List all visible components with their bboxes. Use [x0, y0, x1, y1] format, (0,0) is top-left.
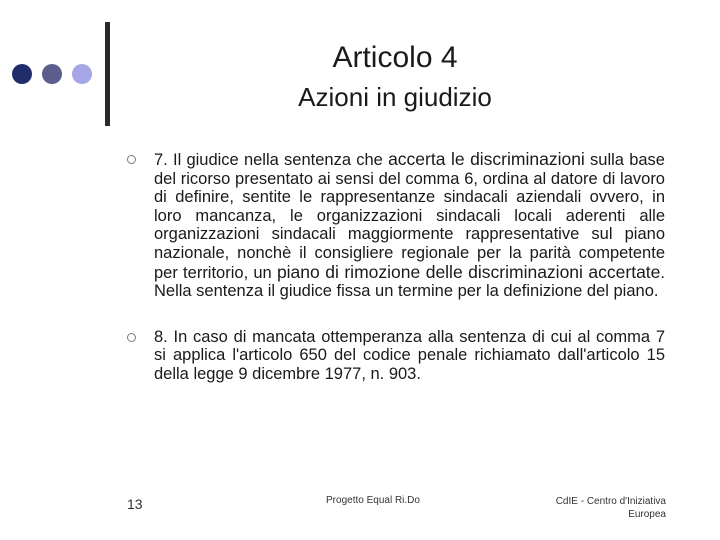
bullet-item-comma-8	[125, 328, 665, 384]
item1-emphasis-text: accerta le discriminazioni	[388, 149, 585, 169]
vertical-divider	[105, 22, 110, 126]
decorative-dots	[12, 64, 96, 86]
item1-lead-text: 7. Il giudice nella sentenza che	[154, 151, 389, 169]
item1-emphasis-text-2: piano di rimozione delle discriminazioni accertate	[276, 261, 661, 282]
dot-light-icon	[72, 64, 92, 84]
slide-subtitle: Azioni in giudizio	[298, 82, 492, 112]
footer-project: Progetto Equal Ri.Do	[326, 495, 420, 506]
dot-medium-icon	[42, 64, 62, 84]
bullet-list	[125, 150, 665, 384]
bullet-circle-icon	[127, 333, 136, 342]
item2-text: 8. In caso di mancata ottemperanza alla sentenza di cui al comma 7 si applica l'articolo 650 del codice penale richiamato dall'articolo 15 della legge 9 dicembre 1977, n. 903.	[154, 327, 665, 383]
slide-title: Articolo 4	[332, 41, 458, 74]
dot-dark-icon	[12, 64, 32, 84]
item1-middle-text: sulla base del ricorso presentato ai sensi del comma 6, ordina al datore di lavoro di definire, sentite le rappresentanze sindacali aziendali ovvero, in loro mancanza, le organizzazioni sindacali locali aderenti alle organizzazioni sindacali maggiormente rappresentative sul piano nazionale, nonchè il consigliere regionale per la parità competente per territorio, un	[154, 151, 665, 282]
footer-org-line-2: Europea	[628, 509, 666, 520]
bullet-item-comma-7	[125, 150, 665, 301]
item1-tail-text: . Nella sentenza il giudice fissa un termine per la definizione del piano.	[154, 263, 665, 301]
bullet-circle-icon	[127, 155, 136, 164]
footer-org-line-1: CdIE - Centro d'Iniziativa	[555, 496, 666, 507]
page-number: 13	[127, 496, 143, 512]
footer-organization	[506, 495, 666, 521]
